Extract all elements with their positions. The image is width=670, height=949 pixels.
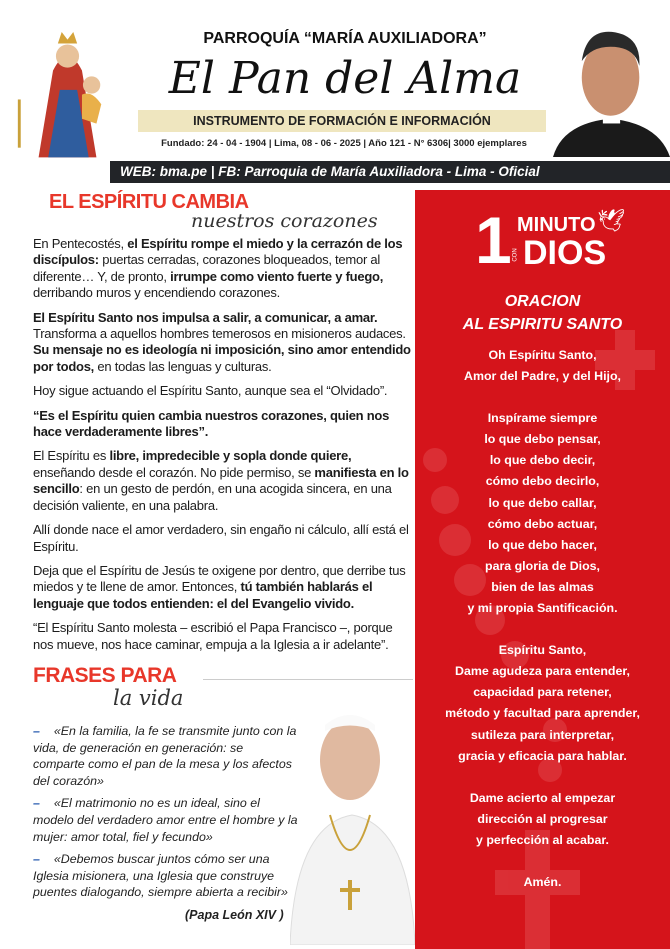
article-paragraph <box>33 310 413 376</box>
quote-text: «El matrimonio no es un ideal, sino el modelo del verdadero amor entre el hombre y la mujer: amor total, fiel y fecundo» <box>33 796 298 844</box>
text: Deja que el Espíritu de Jesús te oxigene por dentro, que derribe tus miedos y te llene de amor. Entonces, <box>33 562 406 595</box>
masthead-title: El Pan del Alma <box>168 53 522 104</box>
masthead-subtitle: INSTRUMENTO DE FORMACIÓN E INFORMACIÓN <box>138 110 546 132</box>
bold-text: tú también hablarás el lenguaje que todos entienden: el del Evangelio vivido. <box>33 579 373 611</box>
prayer-title <box>415 290 670 336</box>
phrases-heading <box>33 665 413 709</box>
prayer-line: Dame acierto al empezar <box>469 790 616 805</box>
bold-text: Su mensaje no es ideología ni imposición, sino amor entendido por todos, <box>33 342 411 374</box>
prayer-line: lo que debo decir, <box>489 453 596 468</box>
prayer-panel <box>415 190 670 949</box>
left-column <box>33 192 413 923</box>
text: puertas cerradas, corazones bloqueados, temor al diferente… Y, de pronto, <box>33 252 381 284</box>
don-bosco-image <box>553 15 670 160</box>
logo-con: CON <box>512 248 519 262</box>
prayer-stanza <box>415 640 670 767</box>
text: : en un gesto de perdón, en una acogida sincera, en una decisión valiente, en una palabra. <box>33 481 392 513</box>
bold-text: manifiesta en lo sencillo <box>33 464 409 497</box>
prayer-line: sutileza para interpretar, <box>470 727 615 742</box>
quote-text: «Debemos buscar juntos cómo ser una Iglesia misionera, una Iglesia que construye puentes dialogando, siempre abierta a recibir» <box>33 852 288 900</box>
article-paragraph <box>33 408 413 441</box>
prayer-line: Amor del Padre, y del Hijo, <box>464 369 621 384</box>
logo-dios: DIOS <box>523 234 607 272</box>
prayer-title-line2: AL ESPIRITU SANTO <box>462 316 623 333</box>
prayer-line: y mi propia Santificación. <box>467 601 618 616</box>
text: “El Espíritu Santo molesta – escribió el Papa Francisco –, porque nos mueve, nos hace caminar, empuja a la Iglesia a ir adelante”. <box>33 620 393 652</box>
article-paragraph <box>33 448 413 514</box>
dove-icon: 🕊 <box>597 208 625 233</box>
bold-text: El Espíritu Santo nos impulsa a salir, a comunicar, a amar. <box>33 309 378 325</box>
prayer-line: Espíritu Santo, <box>498 643 587 658</box>
prayer-line: cómo debo decirlo, <box>485 474 600 489</box>
prayer-text <box>415 345 670 914</box>
quote-item <box>33 795 298 845</box>
article-paragraph <box>33 383 413 399</box>
logo-number: 1 <box>475 203 512 277</box>
prayer-line: lo que debo callar, <box>488 495 597 510</box>
logo-minuto: MINUTO <box>517 214 596 236</box>
prayer-line: capacidad para retener, <box>473 685 612 700</box>
prayer-line: gracia y eficacia para hablar. <box>458 748 627 763</box>
prayer-line: Oh Espíritu Santo, <box>488 348 597 362</box>
article-title: EL ESPÍRITU CAMBIA <box>49 191 249 213</box>
dash-bullet-icon: – <box>33 723 40 738</box>
quote-item <box>33 851 298 901</box>
web-links-bar: WEB: bma.pe | FB: Parroquia de María Auxiliadora - Lima - Oficial <box>110 161 670 183</box>
quote-text: «En la familia, la fe se transmite junto con la vida, de generación en generación: se comparte como el pan de la mesa y los afectos del corazón» <box>33 723 297 788</box>
parish-name: PARROQUÍA “MARÍA AUXILIADORA” <box>203 30 487 47</box>
bold-text: “Es el Espíritu quien cambia nuestros corazones, quien nos hace verdaderamente libres”. <box>33 407 390 440</box>
bold-text: el Espíritu rompe el miedo y la cerrazón de los discípulos: <box>33 236 403 268</box>
dash-bullet-icon: – <box>33 852 40 867</box>
prayer-line: Amén. <box>523 874 562 889</box>
prayer-line: Inspírame siempre <box>487 411 598 426</box>
text: en todas las lenguas y culturas. <box>94 358 272 374</box>
prayer-stanza <box>415 788 670 851</box>
1-minuto-con-dios-logo <box>475 203 625 278</box>
prayer-stanza <box>415 872 670 893</box>
divider <box>203 679 413 680</box>
prayer-line: bien de las almas <box>491 579 594 594</box>
prayer-stanza <box>415 408 670 619</box>
bold-text: libre, impredecible y sopla donde quiere, <box>109 448 352 464</box>
maria-auxiliadora-image <box>0 10 135 160</box>
text: El Espíritu es <box>33 448 110 464</box>
prayer-line: y perfección al acabar. <box>476 832 609 847</box>
issue-info: Fundado: 24 - 04 - 1904 | Lima, 08 - 06 - 2025 | Año 121 - N° 6306| 3000 ejemplares <box>161 138 527 149</box>
text: Hoy sigue actuando el Espíritu Santo, aunque sea el “Olvidado”. <box>33 383 388 399</box>
quote-item <box>33 723 298 789</box>
prayer-stanza <box>415 345 670 387</box>
prayer-line: cómo debo actuar, <box>487 516 598 531</box>
phrases-title: FRASES PARA <box>33 663 177 687</box>
article-body <box>33 236 413 653</box>
prayer-line: lo que debo hacer, <box>488 537 597 552</box>
prayer-line: Dame agudeza para entender, <box>455 664 630 679</box>
phrases-title-script: la vida <box>113 685 184 710</box>
prayer-line: para gloria de Dios, <box>485 558 600 573</box>
text: Transforma a aquellos hombres temerosos en misioneros audaces. <box>33 326 406 342</box>
prayer-line: lo que debo pensar, <box>484 432 601 447</box>
prayer-line: dirección al progresar <box>477 811 608 826</box>
dash-bullet-icon: – <box>33 796 40 811</box>
text: derribando muros y encendiendo corazones. <box>33 285 281 301</box>
text: Allí donde nace el amor verdadero, sin engaño ni cálculo, allí está el Espíritu. <box>33 522 409 554</box>
article-paragraph <box>33 236 413 302</box>
quote-author: (Papa León XIV ) <box>185 907 284 922</box>
text: enseñando desde el corazón. No pide permiso, se <box>33 464 315 480</box>
bold-text: irrumpe como viento fuerte y fuego, <box>170 268 384 284</box>
article-heading <box>49 192 413 230</box>
article-paragraph <box>33 620 413 653</box>
article-title-script: nuestros corazones <box>191 210 378 232</box>
prayer-title-line1: ORACION <box>504 293 581 310</box>
article-paragraph <box>33 563 413 612</box>
article-paragraph <box>33 522 413 555</box>
quotes-list <box>33 723 298 901</box>
text: En Pentecostés, <box>33 236 128 251</box>
prayer-line: método y facultad para aprender, <box>445 706 640 721</box>
